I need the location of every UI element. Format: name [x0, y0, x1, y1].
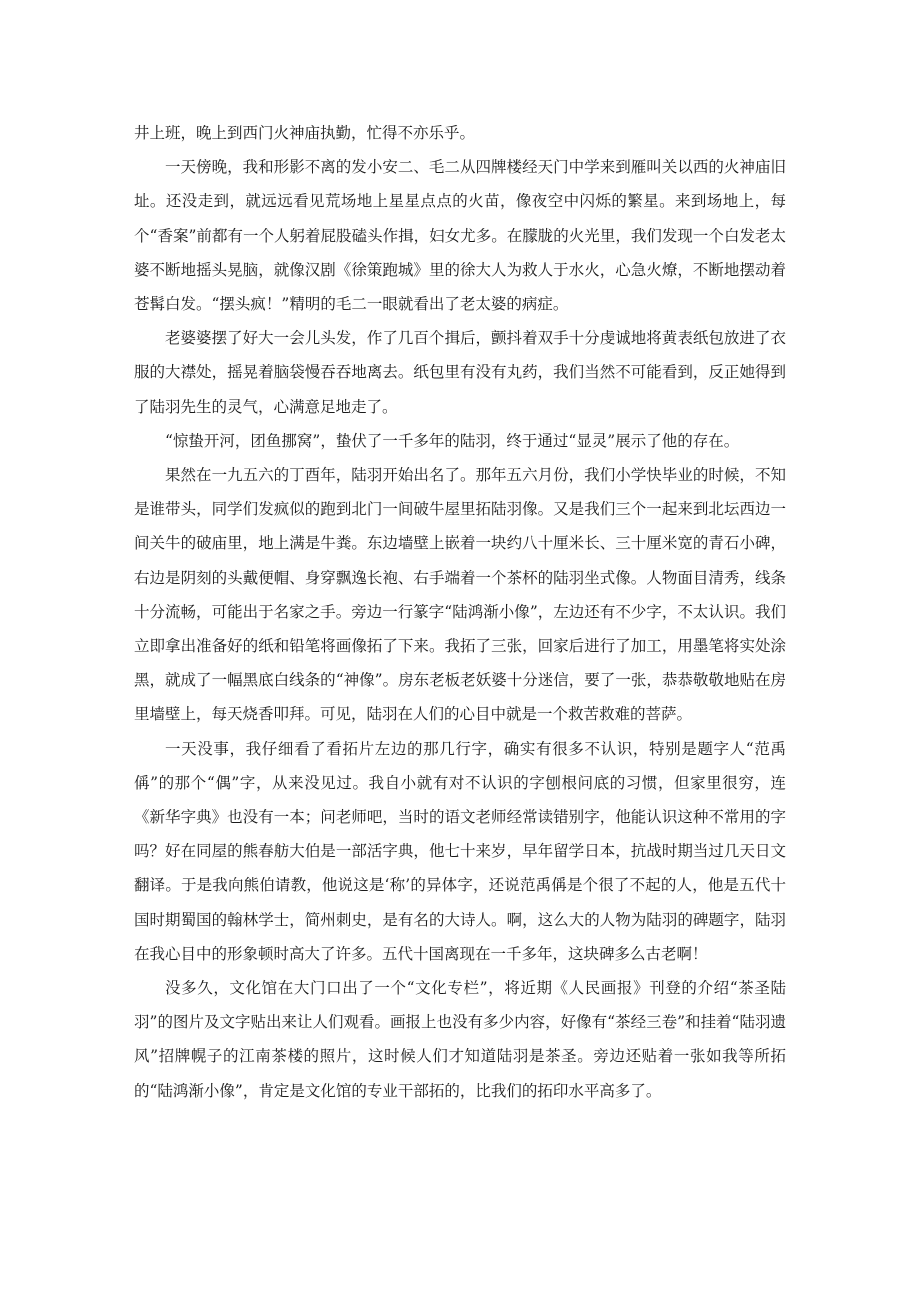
paragraph-culture-column: 没多久，文化馆在大门口出了一个“文化专栏”，将近期《人民画报》刊登的介绍“茶圣陆羽”的图片及文字贴出来让人们观看。画报上也没有多少内容，好像有“茶经三卷”和挂着“陆羽遗风”招牌幌子的江南茶楼的照片，这时候人们才知道陆羽是茶圣。旁边还贴着一张如我等所拓的“陆鸿渐小像”，肯定是文化馆的专业干部拓的，比我们的拓印水平高多了。 [134, 979, 786, 1100]
paragraph-rubbing-portrait: 果然在一九五六的丁酉年，陆羽开始出名了。那年五六月份，我们小学快毕业的时候，不知是谁带头，同学们发疯似的跑到北门一间破牛屋里拓陆羽像。又是我们三个一起来到北坛西边一间关牛的破庙里，地上满是牛粪。东边墙壁上嵌着一块约八十厘米长、三十厘米宽的青石小碑，右边是阴刻的头戴便帽、身穿飘逸长袍、右手端着一个茶杯的陆羽坐式像。人物面目清秀，线条十分流畅，可能出于名家之手。旁边一行篆字“陆鸿渐小像”，左边还有不少字，不太认识。我们立即拿出准备好的纸和铅笔将画像拓了下来。我拓了三张，回家后进行了加工，用墨笔将实处涂黑，就成了一幅黑底白线条的“神像”。房东老板老妖婆十分迷信，要了一张，恭恭敬敬地贴在房里墙壁上，每天烧香叩拜。可见，陆羽在人们的心目中就是一个救苦救难的菩萨。 [134, 466, 786, 724]
paragraph-old-woman-leaves: 老婆婆摆了好大一会儿头发，作了几百个揖后，颤抖着双手十分虔诚地将黄表纸包放进了衣服的大襟处，摇晃着脑袋慢吞吞地离去。纸包里有没有丸药，我们当然不可能看到，反正她得到了陆羽先生的灵气，心满意足地走了。 [134, 329, 786, 416]
paragraph-lu-yu-manifest: “惊蛰开河，团鱼挪窝”，蛰伏了一千多年的陆羽，终于通过“显灵”展示了他的存在。 [165, 431, 740, 450]
document-page [134, 116, 786, 1108]
paragraph-inscription-study: 一天没事，我仔细看了看拓片左边的那几行字，确实有很多不认识，特别是题字人“范禹偁”的那个“偶”字，从来没见过。我自小就有对不认识的字刨根问底的习惯，但家里很穷，连《新华字典》也没有一本；问老师吧，当时的语文老师经常读错别字，他能认识这种不常用的字吗？好在同屋的熊春舫大伯是一部活字典，他七十来岁，早年留学日本，抗战时期当过几天日文翻译。于是我向熊伯请教，他说这是‘称’的异体字，还说范禹偁是个很了不起的人，他是五代十国时期蜀国的翰林学士，简州刺史，是有名的大诗人。啊，这么大的人物为陆羽的碑题字，陆羽在我心目中的形象顿时高大了许多。五代十国离现在一千多年，这块碑多么古老啊！ [134, 739, 786, 963]
paragraph-fire-temple-evening: 一天傍晚，我和形影不离的发小安二、毛二从四牌楼经天门中学来到雁叫关以西的火神庙旧址。还没走到，就远远看见荒场地上星星点点的火苗，像夜空中闪烁的繁星。来到场地上，每个“香案”前都有一个人躬着屁股磕头作揖，妇女尤多。在朦胧的火光里，我们发现一个白发老太婆不断地摇头晃脑，就像汉剧《徐策跑城》里的徐大人为救人于水火，心急火燎，不断地摆动着苍髯白发。“摆头疯！”精明的毛二一眼就看出了老太婆的病症。 [134, 158, 786, 314]
paragraph-continuation: 井上班，晚上到西门火神庙执勤，忙得不亦乐乎。 [134, 124, 476, 142]
